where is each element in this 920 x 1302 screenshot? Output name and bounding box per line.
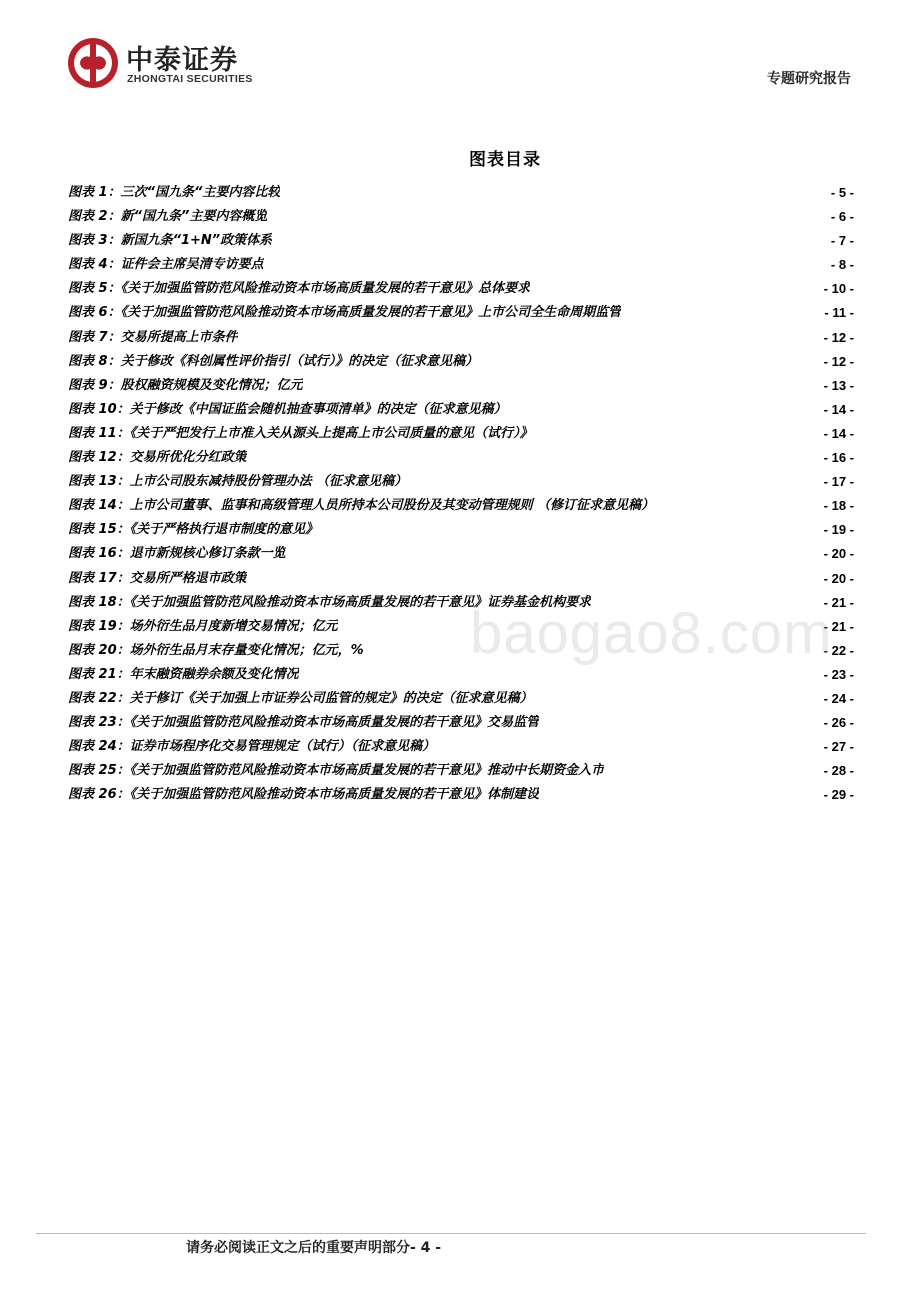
toc-entry-page[interactable]: - 13 -: [823, 377, 854, 393]
toc-entry[interactable]: [68, 542, 854, 566]
toc-entry[interactable]: [68, 494, 854, 518]
watermark: baogao8.com: [470, 601, 833, 666]
toc-entry[interactable]: [68, 301, 854, 325]
toc-entry-page[interactable]: - 24 -: [823, 690, 854, 706]
toc-entry-label[interactable]: 图表 16：退市新规核心修订条款一览: [68, 546, 286, 562]
toc-entry-label[interactable]: 图表 13：上市公司股东减持股份管理办法 （征求意见稿）: [68, 474, 408, 490]
footer-divider: [36, 1233, 866, 1234]
toc-entry-page[interactable]: - 29 -: [823, 787, 854, 803]
toc-entry[interactable]: [68, 229, 854, 253]
toc-entry-page[interactable]: - 11 -: [824, 305, 854, 321]
toc-title: 图表目录: [469, 150, 541, 170]
toc-entry-page[interactable]: - 18 -: [823, 498, 854, 514]
toc-entry-page[interactable]: - 7 -: [830, 233, 854, 249]
toc-entry-page[interactable]: - 20 -: [823, 570, 854, 586]
toc-entry-label[interactable]: 图表 4：证件会主席吴清专访要点: [68, 257, 264, 273]
toc-entry[interactable]: [68, 735, 854, 759]
company-logo: [66, 36, 276, 92]
toc-entry[interactable]: [68, 205, 854, 229]
toc-list: [68, 181, 854, 807]
toc-entry-label[interactable]: 图表 9：股权融资规模及变化情况；亿元: [68, 377, 303, 393]
toc-entry-page[interactable]: - 5 -: [830, 185, 854, 200]
toc-entry[interactable]: [68, 398, 854, 422]
toc-entry-label[interactable]: 图表 1：三次“国九条“主要内容比较: [68, 185, 281, 200]
logo-english-name: ZHONGTAI SECURITIES: [127, 73, 253, 85]
toc-entry[interactable]: [68, 422, 854, 446]
toc-entry-page[interactable]: - 12 -: [823, 353, 854, 369]
toc-entry[interactable]: [68, 759, 854, 783]
page-header: [0, 0, 920, 110]
toc-entry-page[interactable]: - 10 -: [823, 281, 854, 297]
toc-entry-label[interactable]: 图表 26：《关于加强监管防范风险推动资本市场高质量发展的若干意见》体制建设: [68, 787, 540, 803]
toc-entry-page[interactable]: - 6 -: [830, 209, 854, 225]
toc-entry-label[interactable]: 图表 18：《关于加强监管防范风险推动资本市场高质量发展的若干意见》证券基金机构要求: [68, 594, 592, 610]
toc-entry-page[interactable]: - 19 -: [823, 522, 854, 538]
toc-entry-page[interactable]: - 21 -: [823, 618, 854, 634]
toc-entry[interactable]: [68, 181, 854, 205]
toc-entry-page[interactable]: - 12 -: [823, 329, 854, 345]
toc-entry-label[interactable]: 图表 2：新“国九条”主要内容概览: [68, 209, 268, 225]
toc-entry-label[interactable]: 图表 15：《关于严格执行退市制度的意见》: [68, 522, 319, 538]
toc-entry[interactable]: [68, 518, 854, 542]
toc-entry[interactable]: [68, 567, 854, 591]
toc-entry[interactable]: [68, 277, 854, 301]
toc-entry-label[interactable]: 图表 14：上市公司董事、监事和高级管理人员所持本公司股份及其变动管理规则 （修订征求意见稿）: [68, 498, 655, 514]
toc-entry-page[interactable]: - 26 -: [823, 715, 854, 731]
footer-disclaimer: 请务必阅读正文之后的重要声明部分- 4 -: [186, 1240, 442, 1256]
toc-entry-label[interactable]: 图表 25：《关于加强监管防范风险推动资本市场高质量发展的若干意见》推动中长期资金入市: [68, 763, 605, 779]
toc-entry-label[interactable]: 图表 21：年末融资融券余额及变化情况: [68, 666, 299, 682]
toc-entry[interactable]: [68, 470, 854, 494]
toc-entry-page[interactable]: - 28 -: [823, 763, 854, 779]
toc-entry-page[interactable]: - 8 -: [830, 257, 854, 273]
toc-entry-label[interactable]: 图表 3：新国九条“1+N”政策体系: [68, 233, 273, 249]
toc-entry-label[interactable]: 图表 24：证券市场程序化交易管理规定（试行）（征求意见稿）: [68, 739, 436, 755]
toc-entry-page[interactable]: - 23 -: [823, 666, 854, 682]
toc-entry-page[interactable]: - 21 -: [823, 594, 854, 610]
toc-entry[interactable]: [68, 446, 854, 470]
toc-entry-label[interactable]: 图表 19：场外衍生品月度新增交易情况；亿元: [68, 618, 338, 634]
zhongtai-logo-icon: [66, 36, 120, 90]
toc-entry-label[interactable]: 图表 10：关于修改《中国证监会随机抽查事项清单》的决定（征求意见稿）: [68, 401, 507, 417]
toc-entry[interactable]: [68, 374, 854, 398]
toc-entry[interactable]: [68, 711, 854, 735]
toc-entry[interactable]: [68, 326, 854, 350]
toc-entry-label[interactable]: 图表 22：关于修订《关于加强上市证券公司监管的规定》的决定（征求意见稿）: [68, 690, 533, 706]
toc-entry-page[interactable]: - 14 -: [823, 401, 854, 417]
toc-entry-label[interactable]: 图表 11：《关于严把发行上市准入关从源头上提高上市公司质量的意见（试行）》: [68, 425, 533, 441]
toc-entry-page[interactable]: - 20 -: [823, 546, 854, 562]
toc-entry-page[interactable]: - 22 -: [823, 642, 854, 658]
toc-entry[interactable]: [68, 687, 854, 711]
toc-entry[interactable]: [68, 350, 854, 374]
toc-entry[interactable]: [68, 253, 854, 277]
toc-entry-page[interactable]: - 16 -: [823, 450, 854, 466]
toc-entry-page[interactable]: - 17 -: [823, 474, 854, 490]
toc-entry-page[interactable]: - 14 -: [823, 425, 854, 441]
toc-entry[interactable]: [68, 783, 854, 807]
logo-chinese-name: 中泰证券: [126, 45, 238, 76]
toc-entry-label[interactable]: 图表 7：交易所提高上市条件: [68, 329, 238, 345]
toc-entry-page[interactable]: - 27 -: [823, 739, 854, 755]
toc-entry-label[interactable]: 图表 8：关于修改《科创属性评价指引（试行）》的决定（征求意见稿）: [68, 353, 479, 369]
toc-entry-label[interactable]: 图表 12：交易所优化分红政策: [68, 450, 247, 466]
toc-entry-label[interactable]: 图表 5：《关于加强监管防范风险推动资本市场高质量发展的若干意见》总体要求: [68, 281, 531, 297]
toc-entry-label[interactable]: 图表 20：场外衍生品月末存量变化情况；亿元，%: [68, 642, 364, 658]
toc-entry-label[interactable]: 图表 17：交易所严格退市政策: [68, 570, 247, 586]
report-type-label: 专题研究报告: [767, 71, 851, 87]
toc-entry-label[interactable]: 图表 23：《关于加强监管防范风险推动资本市场高质量发展的若干意见》交易监管: [68, 715, 540, 731]
toc-entry-label[interactable]: 图表 6：《关于加强监管防范风险推动资本市场高质量发展的若干意见》上市公司全生命周期监管: [68, 305, 622, 321]
